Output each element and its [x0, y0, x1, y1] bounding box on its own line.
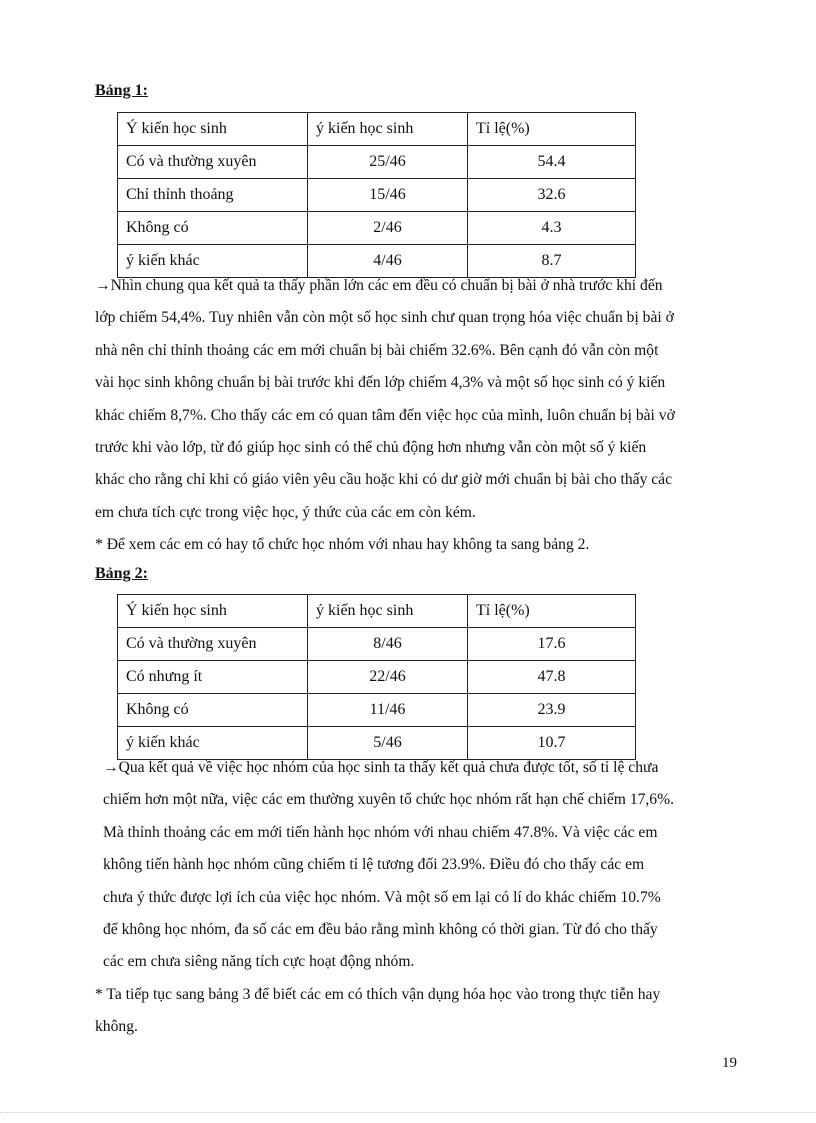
table-row [118, 661, 636, 694]
text-line: để không học nhóm, đa số các em đều bảo rằng mình không có thời gian. Từ đó cho thấy [103, 921, 658, 939]
table-cell: 5/46 [308, 727, 468, 760]
header-cell: ý kiến học sinh [308, 595, 468, 628]
table-cell: 2/46 [308, 212, 468, 245]
page-number: 19 [722, 1055, 737, 1071]
text-line: →Nhìn chung qua kết quả ta thấy phần lớn các em đều có chuẩn bị bài ở nhà trước khi đến [95, 277, 663, 294]
table-row [118, 628, 636, 661]
note-line: * Ta tiếp tục sang bảng 3 để biết các em có thích vận dụng hóa học vào trong thực tiễn hay [95, 986, 661, 1003]
table2-heading: Bảng 2: [95, 565, 148, 582]
table-cell: Chỉ thỉnh thoảng [118, 179, 308, 212]
analysis-paragraph-2 [103, 752, 674, 979]
page-bottom-divider [0, 1112, 816, 1113]
table-cell: 25/46 [308, 146, 468, 179]
table-row [118, 694, 636, 727]
text-line: chiếm hơn một nữa, việc các em thường xuyên tổ chức học nhóm rất hạn chế chiếm 17,6%. [103, 791, 674, 809]
text-line: Mà thỉnh thoảng các em mới tiến hành học nhóm với nhau chiếm 47.8%. Và việc các em [103, 823, 658, 841]
table-cell: ý kiến khác [118, 245, 308, 278]
table-row [118, 146, 636, 179]
table-row [118, 212, 636, 245]
text-line: khác chiếm 8,7%. Cho thấy các em có quan tâm đến việc học của mình, luôn chuẩn bị bài vở [95, 406, 675, 424]
text-line: trước khi vào lớp, từ đó giúp học sinh có thể chủ động hơn nhưng vẫn còn một số ý kiến [95, 439, 647, 457]
table-cell: 8/46 [308, 628, 468, 661]
text-line: các em chưa siêng năng tích cực hoạt động nhóm. [103, 953, 415, 971]
text-line: →Qua kết quả về việc học nhóm của học sinh ta thấy kết quả chưa được tốt, số tỉ lệ chưa [103, 759, 659, 776]
text-line: không tiến hành học nhóm cũng chiếm tỉ lệ tương đối 23.9%. Điều đó cho thấy các em [103, 856, 645, 874]
table-cell: 23.9 [468, 694, 636, 727]
table-cell: Không có [118, 212, 308, 245]
header-cell: ý kiến học sinh [308, 113, 468, 146]
table-cell: 11/46 [308, 694, 468, 727]
table-cell: 47.8 [468, 661, 636, 694]
table-cell: 17.6 [468, 628, 636, 661]
table-header-row [118, 595, 636, 628]
table-cell: Không có [118, 694, 308, 727]
table-cell: 4/46 [308, 245, 468, 278]
table-header-row [118, 113, 636, 146]
table-cell: 4.3 [468, 212, 636, 245]
table-row [118, 179, 636, 212]
table-cell: 8.7 [468, 245, 636, 278]
table-cell: 10.7 [468, 727, 636, 760]
analysis-paragraph-1 [95, 270, 675, 562]
table-cell: ý kiến khác [118, 727, 308, 760]
table-cell: Có và thường xuyên [118, 146, 308, 179]
text-line: nhà nên chỉ thỉnh thoảng các em mới chuẩn bị bài chiếm 32.6%. Bên cạnh đó vẫn còn một [95, 341, 659, 359]
table-cell: 32.6 [468, 179, 636, 212]
header-cell: Tỉ lệ(%) [468, 113, 636, 146]
table1-heading: Bảng 1: [95, 82, 148, 99]
text-line: khác cho rằng chỉ khi có giáo viên yêu cầu hoặc khi có dư giờ mới chuẩn bị bài cho thấy các [95, 471, 673, 489]
header-cell: Ý kiến học sinh [118, 113, 308, 146]
table-cell: Có nhưng ít [118, 661, 308, 694]
header-cell: Tỉ lệ(%) [468, 595, 636, 628]
table-cell: 22/46 [308, 661, 468, 694]
table-cell: Có và thường xuyên [118, 628, 308, 661]
note-line: * Để xem các em có hay tổ chức học nhóm với nhau hay không ta sang bảng 2. [95, 536, 590, 554]
table-1 [117, 112, 636, 278]
note-line: không. [95, 1018, 138, 1036]
text-line: chưa ý thức được lợi ích của việc học nhóm. Và một số em lại có lí do khác chiếm 10.7% [103, 888, 661, 906]
table-2 [117, 594, 636, 760]
text-line: lớp chiếm 54,4%. Tuy nhiên vẫn còn một số học sinh chư quan trọng hóa việc chuẩn bị bài ở [95, 309, 674, 327]
text-line: em chưa tích cực trong việc học, ý thức của các em còn kém. [95, 503, 476, 521]
table-cell: 15/46 [308, 179, 468, 212]
header-cell: Ý kiến học sinh [118, 595, 308, 628]
note-2 [95, 979, 660, 1044]
table-cell: 54.4 [468, 146, 636, 179]
text-line: vài học sinh không chuẩn bị bài trước khi đến lớp chiếm 4,3% và một số học sinh có ý kiến [95, 374, 666, 392]
